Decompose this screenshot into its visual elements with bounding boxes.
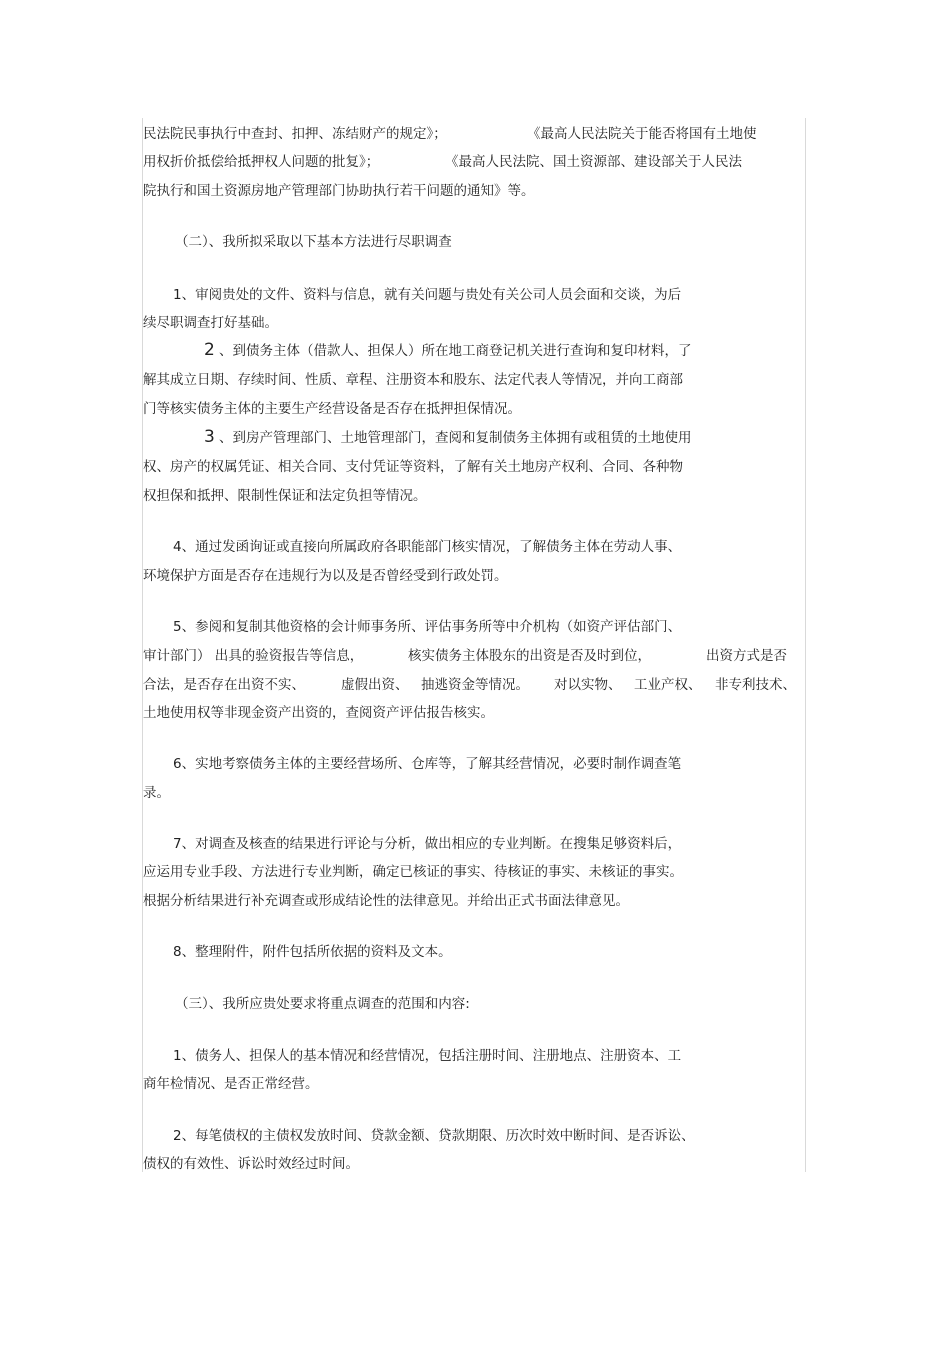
text-line: 2、每笔债权的主债权发放时间、贷款金额、贷款期限、历次时效中断时间、是否诉讼、 (173, 1128, 695, 1144)
text-line: 核实债务主体股东的出资是否及时到位， (408, 648, 651, 664)
text-line: 虚假出资、 (341, 677, 409, 693)
text-line: 8、整理附件，附件包括所依据的资料及文本。 (173, 944, 452, 960)
text-line: 录。 (143, 785, 170, 801)
text-line: 权担保和抵押、限制性保证和法定负担等情况。 (143, 488, 427, 504)
text-line: 《最高人民法院关于能否将国有土地使 (527, 126, 757, 142)
text-line: 审计部门） 出具的验资报告等信息， (143, 648, 364, 664)
text-line: 、到房产管理部门、土地管理部门，查阅和复制债务主体拥有或租赁的土地使用 (219, 430, 692, 446)
text-line: 债权的有效性、诉讼时效经过时间。 (143, 1156, 359, 1172)
text-line: 根据分析结果进行补充调查或形成结论性的法律意见。并给出正式书面法律意见。 (143, 893, 629, 909)
text-line: 解其成立日期、存续时间、性质、章程、注册资本和股东、法定代表人等情况，并向工商部 (143, 372, 683, 388)
text-line: 抽逃资金等情况。 (421, 677, 529, 693)
text-line: 环境保护方面是否存在违规行为以及是否曾经受到行政处罚。 (143, 568, 508, 584)
text-line: 工业产权、 (634, 677, 702, 693)
text-line: 权、房产的权属凭证、相关合同、支付凭证等资料，了解有关土地房产权利、合同、各种物 (143, 459, 683, 475)
text-line: 出资方式是否 (706, 648, 787, 664)
text-line: 对以实物、 (554, 677, 622, 693)
text-line: 院执行和国土资源房地产管理部门协助执行若干问题的通知》等。 (143, 183, 535, 199)
section-heading: （三）、我所应贵处要求将重点调查的范围和内容: (175, 996, 470, 1012)
text-line: 民法院民事执行中查封、扣押、冻结财产的规定》； (143, 126, 447, 142)
section-heading: （二）、我所拟采取以下基本方法进行尽职调查 (175, 234, 452, 250)
text-line: 用权折价抵偿给抵押权人问题的批复》； (143, 154, 380, 170)
text-line: 合法，是否存在出资不实、 (143, 677, 305, 693)
item-number: 3 (204, 427, 215, 447)
text-line: 7、对调查及核查的结果进行评论与分析，做出相应的专业判断。在搜集足够资料后， (173, 836, 682, 852)
text-line: 4、通过发函询证或直接向所属政府各职能部门核实情况，了解债务主体在劳动人事、 (173, 539, 682, 555)
text-line: 商年检情况、是否正常经营。 (143, 1076, 319, 1092)
text-line: 5、参阅和复制其他资格的会计师事务所、评估事务所等中介机构（如资产评估部门、 (173, 619, 682, 635)
item-number: 2 (204, 340, 215, 360)
text-line: 1、审阅贵处的文件、资料与信息，就有关问题与贵处有关公司人员会面和交谈，为后 (173, 287, 682, 303)
text-line: 应运用专业手段、方法进行专业判断，确定已核证的事实、待核证的事实、未核证的事实。 (143, 864, 683, 880)
text-line: 6、实地考察债务主体的主要经营场所、仓库等，了解其经营情况，必要时制作调查笔 (173, 756, 682, 772)
text-line: 门等核实债务主体的主要生产经营设备是否存在抵押担保情况。 (143, 401, 521, 417)
text-line: 非专利技术、 (715, 677, 796, 693)
text-line: 、到债务主体（借款人、担保人）所在地工商登记机关进行查询和复印材料，了 (219, 343, 692, 359)
text-line: 《最高人民法院、国土资源部、建设部关于人民法 (445, 154, 742, 170)
text-line: 1、债务人、担保人的基本情况和经营情况，包括注册时间、注册地点、注册资本、工 (173, 1048, 682, 1064)
text-line: 土地使用权等非现金资产出资的，查阅资产评估报告核实。 (143, 705, 494, 721)
text-line: 续尽职调查打好基础。 (143, 315, 278, 331)
